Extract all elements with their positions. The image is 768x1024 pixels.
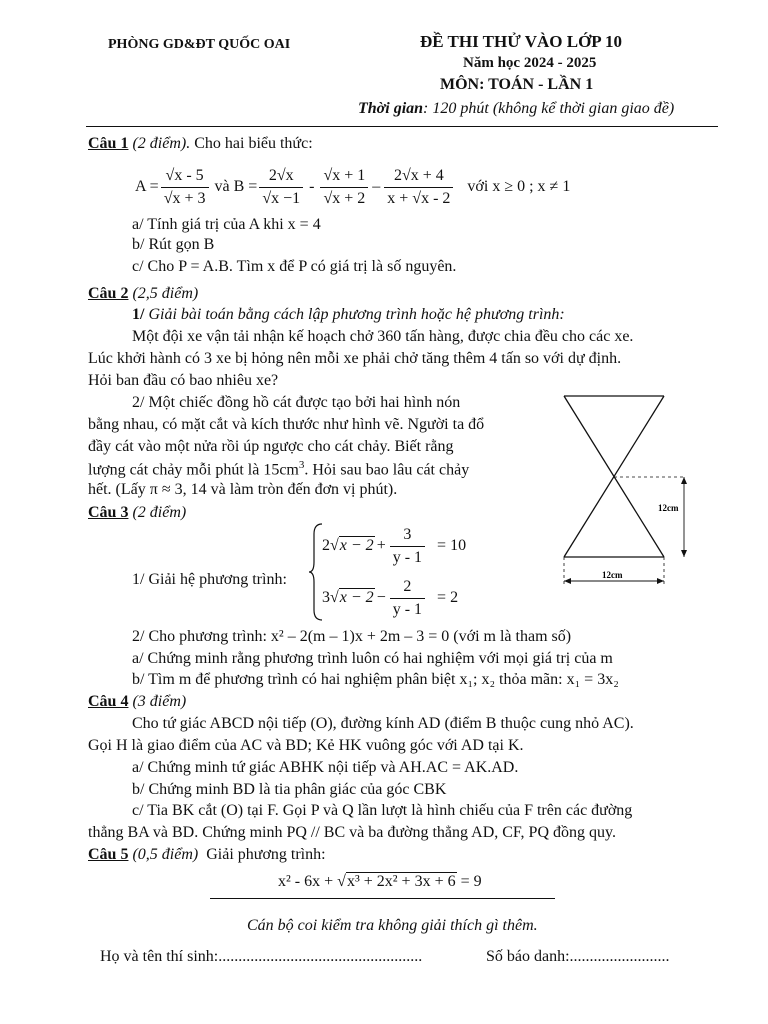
q2-p1-line3: Hỏi ban đầu có bao nhiêu xe? xyxy=(88,372,279,389)
q5-eq-right: = 9 xyxy=(460,873,482,890)
office-name: PHÒNG GD&ĐT QUỐC OAI xyxy=(108,37,291,52)
B-term2-den: √x + 2 xyxy=(323,189,366,207)
B-term2 xyxy=(320,167,368,208)
q5-eq-left: x² - 6x + xyxy=(278,873,334,890)
q3-a: a/ Chứng minh rằng phương trình luôn có hai nghiệm với mọi giá trị của m xyxy=(132,650,613,667)
school-year: Năm học 2024 - 2025 xyxy=(463,55,597,71)
time-label: Thời gian xyxy=(358,100,424,117)
q5-sqrt: √x³ + 2x² + 3x + 6 xyxy=(337,873,456,890)
footer-note: Cán bộ coi kiểm tra không giải thích gì thêm. xyxy=(247,917,538,934)
q4-header xyxy=(88,693,186,711)
q4-line2: Gọi H là giao điểm của AC và BD; Kẻ HK vuông góc với AD tại K. xyxy=(88,737,524,754)
q1-c: c/ Cho P = A.B. Tìm x để P có giá trị là số nguyên. xyxy=(132,258,457,275)
eq2-fraction xyxy=(390,578,425,619)
eq1-sqrt: √x − 2 xyxy=(330,537,374,554)
eq1-plus: + xyxy=(376,537,386,554)
eq2-minus: − xyxy=(376,589,386,606)
q2-part1-heading xyxy=(132,306,565,324)
and-word: và xyxy=(214,178,230,195)
q2-part1-instruction: Giải bài toán bằng cách lập phương trình hoặc hệ phương trình: xyxy=(148,306,565,323)
q3-b: b/ Tìm m để phương trình có hai nghiệm phân biệt x₁; x₂ thỏa mãn: x₁ = 3x₂ xyxy=(132,671,619,688)
q2-p2-line4-part-b: . Hỏi sau bao lâu cát chảy xyxy=(304,461,470,479)
arrow-right-icon xyxy=(657,578,664,584)
q5-points: (0,5 điểm) xyxy=(132,846,199,863)
q5-radicand: x³ + 2x² + 3x + 6 xyxy=(346,873,456,890)
q5-rule xyxy=(210,898,555,899)
height-label: 12cm xyxy=(658,503,679,513)
q4-label: Câu 4 xyxy=(88,693,129,710)
q2-header xyxy=(88,285,198,303)
A-label: A = xyxy=(135,178,159,195)
exam-title: ĐỀ THI THỬ VÀO LỚP 10 xyxy=(420,32,622,51)
q1-points: (2 điểm). xyxy=(132,135,191,152)
eq1-fraction xyxy=(390,526,425,567)
q3-header xyxy=(88,504,186,522)
q5-equation xyxy=(278,868,482,896)
B-label: B = xyxy=(233,178,258,195)
B-term1 xyxy=(259,167,303,208)
q4-c1: c/ Tia BK cắt (O) tại F. Gọi P và Q lần lượt là hình chiếu của F trên các đường xyxy=(132,802,633,819)
q3-p1: 1/ Giải hệ phương trình: xyxy=(132,571,287,588)
width-label: 12cm xyxy=(602,570,623,580)
A-numerator: √x - 5 xyxy=(161,167,209,188)
q2-label: Câu 2 xyxy=(88,285,129,302)
q2-p2-line3: đầy cát vào một nửa rồi úp ngược cho cát chảy. Biết rằng xyxy=(88,438,454,455)
eq2-den: y - 1 xyxy=(392,600,423,618)
eq2-radicand: x − 2 xyxy=(339,589,374,606)
minus-sign: - xyxy=(309,178,315,195)
candidate-id-field: Số báo danh:......................... xyxy=(486,948,670,965)
q1-b: b/ Rút gọn B xyxy=(132,236,215,253)
B-term1-num: 2√x xyxy=(259,167,303,188)
B-term3 xyxy=(384,167,453,208)
q5-label: Câu 5 xyxy=(88,846,129,863)
q2-points: (2,5 điểm) xyxy=(132,285,199,302)
q4-line1: Cho tứ giác ABCD nội tiếp (O), đường kính AD (điểm B thuộc cung nhỏ AC). xyxy=(132,715,634,732)
B-term1-den: √x −1 xyxy=(262,189,301,207)
q2-p2-line2: bằng nhau, có mặt cắt và kích thước như hình vẽ. Người ta đổ xyxy=(88,416,485,433)
q3-points: (2 điểm) xyxy=(132,504,187,521)
system-eq1 xyxy=(322,526,466,566)
cubic-superscript: 3 xyxy=(298,459,305,471)
q1-label: Câu 1 xyxy=(88,135,129,152)
q1-header xyxy=(88,135,313,153)
minus-sign-2: – xyxy=(372,178,381,195)
A-fraction xyxy=(161,167,209,208)
q4-b: b/ Chứng minh BD là tia phân giác của góc CBK xyxy=(132,781,447,798)
hourglass-figure xyxy=(556,388,736,588)
condition: với x ≥ 0 ; x ≠ 1 xyxy=(467,178,571,195)
arrow-left-icon xyxy=(564,578,571,584)
q3-label: Câu 3 xyxy=(88,504,129,521)
time-line xyxy=(358,100,674,118)
q4-points: (3 điểm) xyxy=(132,693,187,710)
eq1-coef: 2 xyxy=(322,537,330,554)
A-denominator: √x + 3 xyxy=(163,189,206,207)
q4-a: a/ Chứng minh tứ giác ABHK nội tiếp và AH.AC = AK.AD. xyxy=(132,759,519,776)
eq2-rhs: = 2 xyxy=(437,589,459,606)
q2-part1-number: 1/ xyxy=(132,306,145,323)
arrow-down-icon xyxy=(681,550,687,557)
subject: MÔN: TOÁN - LẦN 1 xyxy=(440,76,594,93)
B-term3-den: x + √x - 2 xyxy=(387,189,451,207)
q5-intro: Giải phương trình: xyxy=(206,846,326,863)
B-term3-num: 2√x + 4 xyxy=(384,167,453,188)
eq2-coef: 3 xyxy=(322,589,330,606)
q2-p2-line4 xyxy=(88,459,469,479)
arrow-up-icon xyxy=(681,477,687,484)
eq2-sqrt: √x − 2 xyxy=(330,589,374,606)
q1-a: a/ Tính giá trị của A khi x = 4 xyxy=(132,216,321,233)
system-eq2 xyxy=(322,578,458,618)
q2-p2-line4-part-a: lượng cát chảy mỗi phút là 15cm xyxy=(88,461,299,479)
candidate-name-field: Họ và tên thí sinh:................................................... xyxy=(100,948,423,965)
header-rule xyxy=(86,126,718,127)
eq1-rhs: = 10 xyxy=(437,537,467,554)
q1-intro: Cho hai biểu thức: xyxy=(194,135,313,152)
q5-header xyxy=(88,846,326,864)
time-value: : 120 phút (không kể thời gian giao đề) xyxy=(423,100,675,117)
q2-p1-line1: Một đội xe vận tải nhận kế hoạch chở 360 tấn hàng, được chia đều cho các xe. xyxy=(132,328,634,345)
B-term2-num: √x + 1 xyxy=(320,167,368,188)
q2-p2-line1: 2/ Một chiếc đồng hồ cát được tạo bởi hai hình nón xyxy=(132,394,461,411)
q2-p1-line2: Lúc khởi hành có 3 xe bị hỏng nên mỗi xe phải chở tăng thêm 4 tấn so với dự định. xyxy=(88,350,622,367)
eq1-radicand: x − 2 xyxy=(339,537,374,554)
q1-expressions xyxy=(135,164,570,210)
eq2-num: 2 xyxy=(390,578,425,599)
q2-p2-line5: hết. (Lấy π ≈ 3, 14 và làm tròn đến đơn vị phút). xyxy=(88,481,398,498)
eq1-den: y - 1 xyxy=(392,548,423,566)
q3-p2: 2/ Cho phương trình: x² – 2(m – 1)x + 2m – 3 = 0 (với m là tham số) xyxy=(132,628,572,645)
q4-c2: thẳng BA và BD. Chứng minh PQ // BC và ba đường thẳng AD, CF, PQ đồng quy. xyxy=(88,824,616,841)
eq1-num: 3 xyxy=(390,526,425,547)
